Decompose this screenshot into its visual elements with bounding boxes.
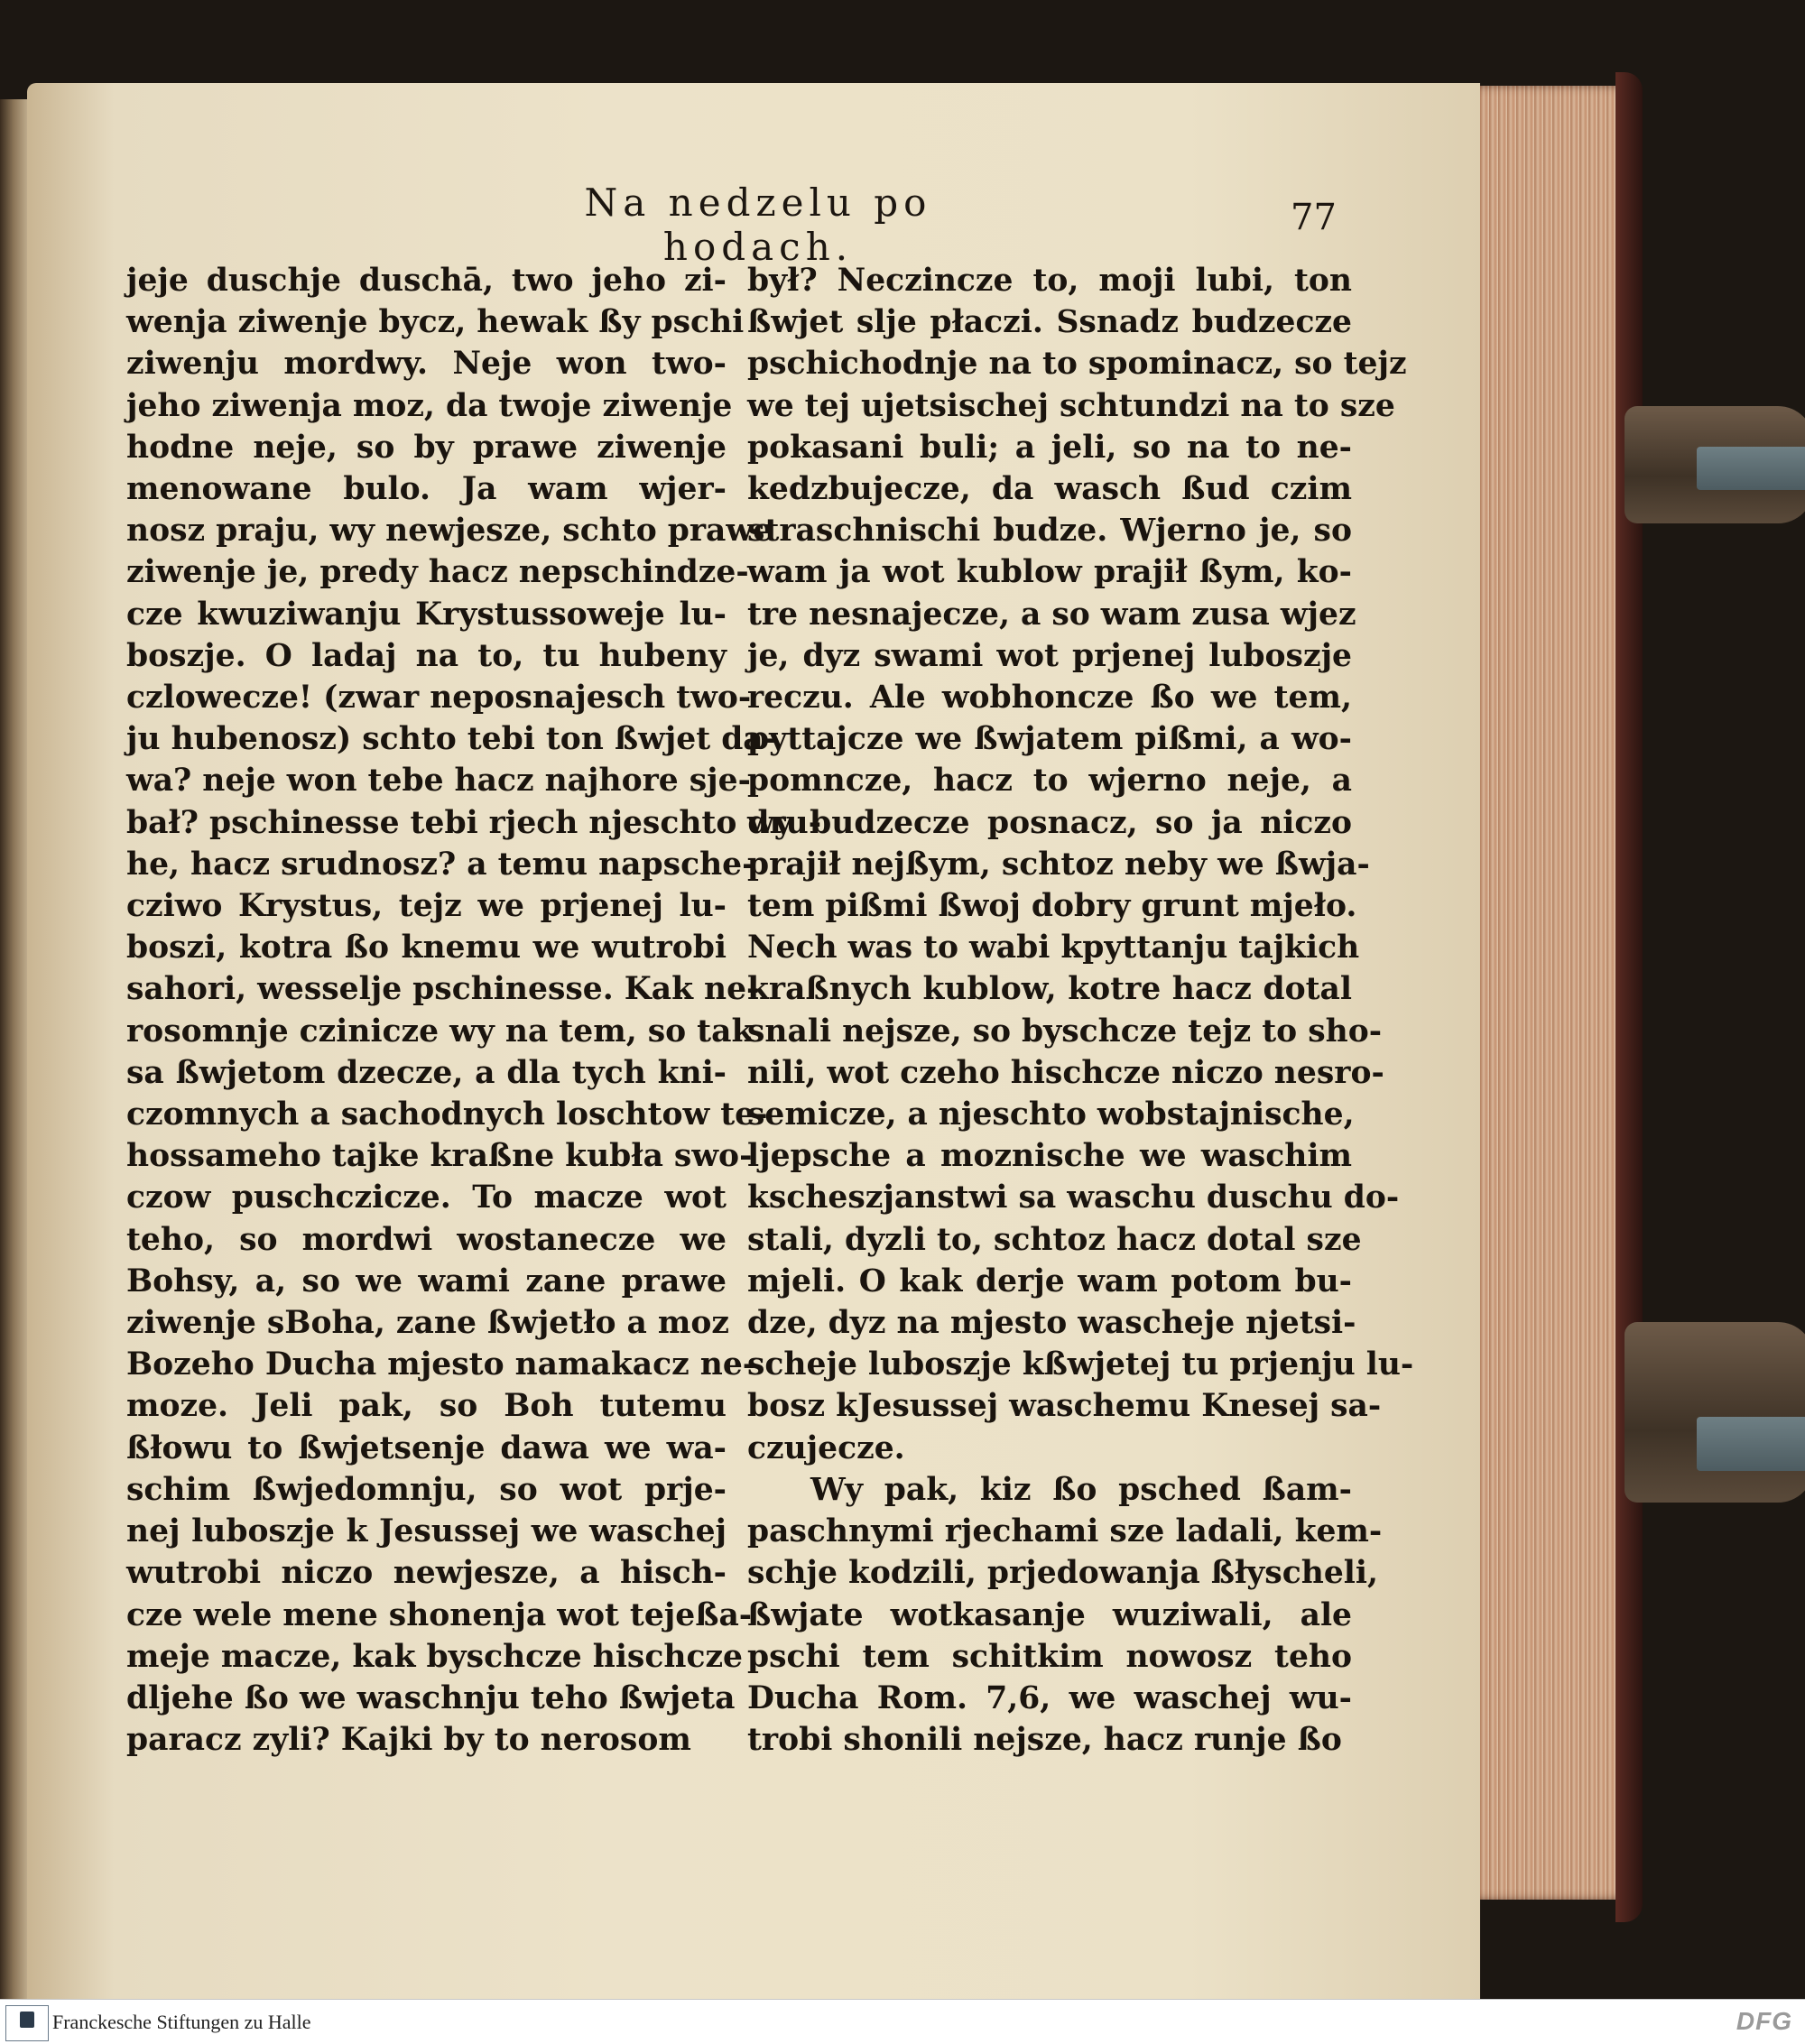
text-line: wam ja wot kublow prajił ßym, ko- bbox=[747, 554, 1352, 591]
text-line: ljepsche a moznische we waschim bbox=[747, 1138, 1352, 1175]
text-line: pschi tem schitkim nowosz teho bbox=[747, 1638, 1352, 1675]
left-text-column bbox=[126, 260, 822, 1761]
text-line: menowane bulo. Ja wam wjer- bbox=[126, 471, 727, 508]
book-cover-edge bbox=[1615, 72, 1643, 1922]
text-line: semicze, a njeschto wobstajnische, bbox=[747, 1096, 1355, 1133]
text-line: je, dyz swami wot prjenej luboszje bbox=[747, 637, 1352, 674]
text-line: Nech was to wabi kpyttanju tajkich bbox=[747, 930, 1360, 967]
text-line: dze, dyz na mjesto wascheje njetsi- bbox=[747, 1305, 1356, 1342]
running-head: Na nedzelu po hodach. bbox=[584, 180, 932, 269]
text-line: cziwo Krystus, tejz we prjenej lu- bbox=[126, 888, 727, 925]
text-line: jeho ziwenja moz, da twoje ziwenje bbox=[126, 387, 733, 424]
text-line: scheje luboszje kßwjetej tu prjenju lu- bbox=[747, 1346, 1414, 1383]
text-line: kscheszjanstwi sa waschu duschu do- bbox=[747, 1179, 1400, 1216]
text-line: pokasani buli; a jeli, so na to ne- bbox=[747, 429, 1352, 466]
text-line: paracz zyli? Kajki by to nerosom bbox=[126, 1722, 691, 1759]
text-line: nosz praju, wy newjesze, schto prawe bbox=[126, 513, 773, 550]
upper-clasp bbox=[1624, 406, 1805, 523]
text-line: we tej ujetsischej schtundzi na to sze bbox=[747, 387, 1395, 424]
text-line: Ducha Rom. 7,6, we waschej wu- bbox=[747, 1679, 1352, 1716]
text-line: reczu. Ale wobhoncze ßo we tem, bbox=[747, 680, 1352, 717]
text-line: he, hacz srudnosz? a temu napsche- bbox=[126, 846, 755, 883]
text-line: schje kodzili, prjedowanja ßłyscheli, bbox=[747, 1555, 1378, 1592]
text-line: był? Neczincze to, moji lubi, ton bbox=[747, 263, 1352, 299]
text-line: paschnymi rjechami sze ladali, kem- bbox=[747, 1513, 1383, 1550]
text-line: czujecze. bbox=[747, 1429, 905, 1466]
text-line: stali, dyzli to, schtoz hacz dotal sze bbox=[747, 1221, 1362, 1258]
text-line: wenja ziwenje bycz, hewak ßy pschi bbox=[126, 304, 745, 341]
text-line: ßwjet slje płaczi. Ssnadz budzecze bbox=[747, 304, 1352, 341]
text-line: ziwenje je, predy hacz nepschindze- bbox=[126, 554, 749, 591]
text-line: moze. Jeli pak, so Boh tutemu bbox=[126, 1388, 727, 1425]
text-line: teho, so mordwi wostanecze we bbox=[126, 1221, 727, 1258]
viewer-footer bbox=[0, 1999, 1805, 2044]
text-line: bał? pschinesse tebi rjech njeschto dru- bbox=[126, 804, 822, 841]
text-line: pomncze, hacz to wjerno neje, a bbox=[747, 763, 1352, 800]
text-line: boszje. O ladaj na to, tu hubeny bbox=[126, 637, 727, 674]
text-line: pschichodnje na to spominacz, so tejz bbox=[747, 346, 1407, 383]
page-number: 77 bbox=[1291, 197, 1337, 238]
institution-name: Franckesche Stiftungen zu Halle bbox=[52, 2011, 311, 2033]
text-line: sahori, wesselje pschinesse. Kak ne- bbox=[126, 971, 760, 1008]
text-line: czomnych a sachodnych loschtow te- bbox=[126, 1096, 768, 1133]
text-line: cze wele mene shonenja wot tejeßa- bbox=[126, 1596, 753, 1633]
upper-clasp-plate bbox=[1697, 447, 1805, 490]
text-line: tem pißmi ßwoj dobry grunt mjeło. bbox=[747, 888, 1357, 925]
text-line: Bohsy, a, so we wami zane prawe bbox=[126, 1262, 727, 1299]
text-line: cze kwuziwanju Krystussoweje lu- bbox=[126, 596, 727, 633]
text-line: ßwjate wotkasanje wuziwali, ale bbox=[747, 1596, 1352, 1633]
text-line: ziwenju mordwy. Neje won two- bbox=[126, 346, 727, 383]
text-line: hodne neje, so by prawe ziwenje bbox=[126, 429, 727, 466]
text-line: wutrobi niczo newjesze, a hisch- bbox=[126, 1555, 727, 1592]
lower-clasp bbox=[1624, 1322, 1805, 1503]
text-line: sa ßwjetom dzecze, a dla tych kni- bbox=[126, 1054, 727, 1091]
text-line: meje macze, kak byschcze hischcze bbox=[126, 1638, 743, 1675]
text-line: mjeli. O kak derje wam potom bu- bbox=[747, 1262, 1352, 1299]
right-text-column bbox=[747, 260, 1414, 1761]
text-line: nej luboszje k Jesussej we waschej bbox=[126, 1513, 727, 1550]
text-line: kraßnych kublow, kotre hacz dotal bbox=[747, 971, 1352, 1008]
lower-clasp-plate bbox=[1697, 1417, 1805, 1471]
text-line: Wy pak, kiz ßo psched ßam- bbox=[810, 1471, 1352, 1508]
text-line: kedzbujecze, da wasch ßud czim bbox=[747, 471, 1352, 508]
text-line: tre nesnajecze, a so wam zusa wjez bbox=[747, 596, 1356, 633]
text-line: schim ßwjedomnju, so wot prje- bbox=[126, 1471, 727, 1508]
text-line: pyttajcze we ßwjatem pißmi, a wo- bbox=[747, 721, 1352, 758]
text-line: czlowecze! (zwar neposnajesch two- bbox=[126, 680, 752, 717]
text-line: czow puschczicze. To macze wot bbox=[126, 1179, 727, 1216]
text-line: wa? neje won tebe hacz najhore sje- bbox=[126, 763, 751, 800]
text-line: wy budzecze posnacz, so ja niczo bbox=[747, 804, 1352, 841]
text-line: dljehe ßo we waschnju teho ßwjeta bbox=[126, 1679, 736, 1716]
text-line: trobi shonili nejsze, hacz runje ßo bbox=[747, 1722, 1342, 1759]
text-line: ju hubenosz) schto tebi ton ßwjet da- bbox=[126, 721, 776, 758]
text-line: Bozeho Ducha mjesto namakacz ne- bbox=[126, 1346, 756, 1383]
text-line: jeje duschje duschā, two jeho zi- bbox=[126, 263, 727, 299]
text-line: boszi, kotra ßo knemu we wutrobi bbox=[126, 930, 727, 967]
text-line: rosomnje czinicze wy na tem, so tak bbox=[126, 1013, 754, 1050]
page-block-edges bbox=[1471, 86, 1634, 1900]
text-line: prajił nejßym, schtoz neby we ßwja- bbox=[747, 846, 1370, 883]
text-line: snali nejsze, so byschcze tejz to sho- bbox=[747, 1013, 1383, 1050]
text-line: bosz kJesussej waschemu Knesej sa- bbox=[747, 1388, 1382, 1425]
text-line: straschnischi budze. Wjerno je, so bbox=[747, 513, 1352, 550]
text-line: hossameho tajke kraßne kubła swo- bbox=[126, 1138, 753, 1175]
dfg-logo: DFG bbox=[1736, 2007, 1792, 2035]
text-line: ziwenje sBoha, zane ßwjetło a moz bbox=[126, 1305, 729, 1342]
institution-logo-icon bbox=[5, 2005, 49, 2041]
text-line: ßłowu to ßwjetsenje dawa we wa- bbox=[126, 1429, 727, 1466]
text-line: nili, wot czeho hischcze niczo nesro- bbox=[747, 1054, 1384, 1091]
